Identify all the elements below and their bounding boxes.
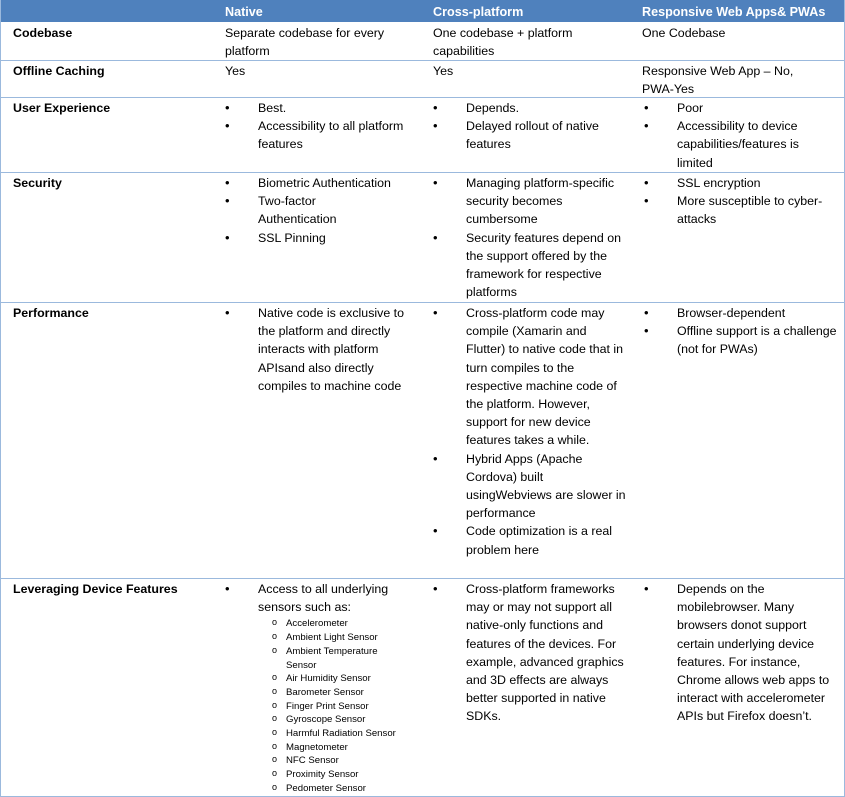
security-native-cell — [225, 174, 420, 247]
list-item: • SSL Pinning — [225, 229, 420, 247]
sensor-item: o Pedometer Sensor — [270, 782, 420, 796]
list-item: • Native code is exclusive to the platform and directly interacts with platform APIsand also directly compiles to machine code — [225, 304, 420, 395]
device-web-cell — [644, 580, 837, 726]
list-item: • More susceptible to cyber-attacks — [644, 192, 837, 228]
row-label-security: Security — [13, 176, 62, 190]
list-item: • Depends on the mobilebrowser. Many browsers donot support certain underlying device features. For instance, Chrome allows web apps to interact with accelerometer APIs but Firefox doesn’t. — [644, 580, 837, 726]
list-item: • Cross-platform code may compile (Xamarin and Flutter) to native code that in turn compiles to the respective machine code of the platform. However, support for new device features takes a while. — [433, 304, 628, 450]
header-cross-platform: Cross-platform — [433, 5, 524, 19]
sensor-item: o Harmful Radiation Sensor — [270, 727, 420, 741]
row-divider — [0, 302, 845, 303]
security-web-cell — [644, 174, 837, 229]
list-item: • Best. — [225, 99, 420, 117]
codebase-native: Separate codebase for every platform — [225, 26, 385, 59]
sensor-item: o Accelerometer — [270, 617, 420, 631]
security-cross-cell — [433, 174, 628, 301]
sensor-item: o Gyroscope Sensor — [270, 713, 420, 727]
row-divider — [0, 172, 845, 173]
list-item — [225, 580, 420, 796]
offline-web: Responsive Web App – No, PWA-Yes — [642, 64, 794, 97]
list-item: • Depends. — [433, 99, 628, 117]
ux-native-cell — [225, 99, 420, 154]
performance-web-cell — [644, 304, 837, 359]
sensor-item: o Magnetometer — [270, 741, 420, 755]
header-web-pwa: Responsive Web Apps& PWAs — [642, 5, 826, 19]
sensor-item: o Barometer Sensor — [270, 686, 420, 700]
sensor-item: o Proximity Sensor — [270, 768, 420, 782]
header-native: Native — [225, 5, 263, 19]
list-item: • Biometric Authentication — [225, 174, 420, 192]
performance-cross-cell — [433, 304, 628, 559]
offline-native: Yes — [225, 64, 246, 78]
table-border-left — [0, 0, 1, 797]
list-item: • Offline support is a challenge (not for PWAs) — [644, 322, 837, 358]
list-item: • Accessibility to all platform features — [225, 117, 420, 153]
list-item: • Cross-platform frameworks may or may not support all native-only functions and features of the devices. For example, advanced graphics and 3D effects are always better supported in native SDKs. — [433, 580, 628, 726]
list-item: • Accessibility to device capabilities/features is limited — [644, 117, 837, 172]
list-item: • SSL encryption — [644, 174, 837, 192]
offline-cross: Yes — [433, 64, 454, 78]
performance-native-cell — [225, 304, 420, 395]
row-label-performance: Performance — [13, 306, 89, 320]
list-item: • Security features depend on the support offered by the framework for respective platforms — [433, 229, 628, 302]
list-item: • Poor — [644, 99, 837, 117]
sensor-item: o Ambient Temperature Sensor — [270, 645, 420, 672]
device-native-cell — [225, 580, 420, 796]
row-label-user-experience: User Experience — [13, 101, 111, 115]
ux-cross-cell — [433, 99, 628, 154]
list-item: • Two-factor Authentication — [225, 192, 420, 228]
sensor-intro: • Access to all underlying sensors such as: — [258, 582, 389, 615]
list-item: • Delayed rollout of native features — [433, 117, 628, 153]
row-label-codebase: Codebase — [13, 26, 73, 40]
sensor-item: o Finger Print Sensor — [270, 700, 420, 714]
row-divider — [0, 578, 845, 579]
list-item: • Managing platform-specific security becomes cumbersome — [433, 174, 628, 229]
list-item: • Hybrid Apps (Apache Cordova) built usingWebviews are slower in performance — [433, 450, 628, 523]
sensor-item: o Air Humidity Sensor — [270, 672, 420, 686]
sensor-item: o NFC Sensor — [270, 754, 420, 768]
row-divider — [0, 60, 845, 61]
list-item: • Code optimization is a real problem here — [433, 522, 628, 558]
table-header-row — [0, 0, 845, 22]
list-item: • Browser-dependent — [644, 304, 837, 322]
sensor-item: o Ambient Light Sensor — [270, 631, 420, 645]
ux-web-cell — [644, 99, 837, 172]
device-cross-cell — [433, 580, 628, 726]
codebase-web: One Codebase — [642, 26, 726, 40]
row-label-device-features: Leveraging Device Features — [13, 582, 178, 596]
row-label-offline-caching: Offline Caching — [13, 64, 105, 78]
codebase-cross: One codebase + platform capabilities — [433, 26, 573, 59]
